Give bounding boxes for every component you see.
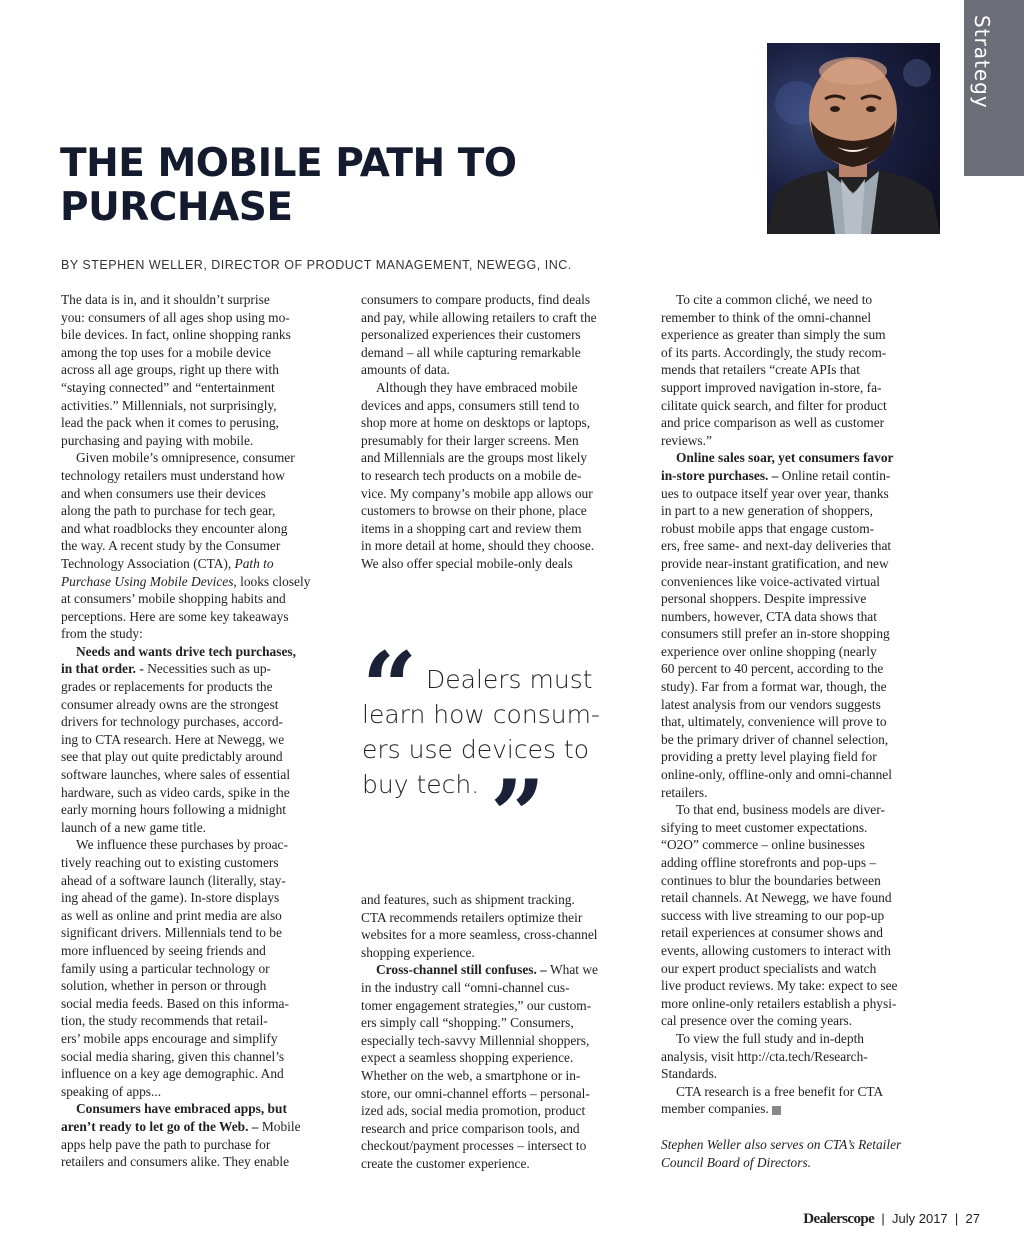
column-2-top [361,291,597,573]
paragraph-line: that, ultimately, convenience will prove to [661,714,887,730]
paragraph-line: events, allowing customers to interact with [661,942,891,958]
subhead-needs-wants: Needs and wants drive tech purchases, [76,643,296,659]
paragraph-line: We influence these purchases by proac- [76,837,288,853]
paragraph-line: CTA recommends retailers optimize their [361,909,583,925]
paragraph-line: analysis, visit http://cta.tech/Research- [661,1048,868,1064]
magazine-logo: Dealerscope [803,1211,875,1227]
paragraph-line: devices and apps, consumers still tend to [361,397,580,413]
paragraph-line: from the study: [61,626,143,642]
paragraph-line: live product reviews. My take: expect to see [661,978,898,994]
paragraph-line: especially tech-savvy Millennial shoppers, [361,1032,590,1048]
paragraph-line: ized ads, social media promotion, product [361,1103,586,1119]
page-number: 27 [965,1211,980,1226]
paragraph-line: What we [549,962,598,978]
paragraph-line: experience as greater than simply the sum [661,327,886,343]
paragraph-line: family using a particular technology or [61,960,270,976]
paragraph-line: tomer engagement strategies,” our custom- [361,997,592,1013]
end-mark-icon [772,1106,781,1115]
paragraph-line: the way. A recent study by the Consumer [61,538,281,554]
paragraph-line: provide near-instant gratification, and new [661,555,889,571]
paragraph-line: tively reaching out to existing customers [61,855,279,870]
author-note-line: Stephen Weller also serves on CTA’s Retailer [661,1137,902,1152]
paragraph-line: success with live streaming to our pop-up [661,907,885,923]
paragraph-line: bile devices. In fact, online shopping ranks [61,327,291,343]
paragraph-line: demand – all while capturing remarkable [361,344,581,360]
paragraph-line: as well as online and print media are also [61,907,282,923]
paragraph-line: adding offline storefronts and pop-ups – [661,855,877,870]
paragraph-line: continues to blur the boundaries between [661,872,881,888]
paragraph-line: “staying connected” and “entertainment [61,379,275,395]
open-quote-mark: “ [362,631,418,744]
paragraph-line: technology retailers must understand how [61,467,285,483]
paragraph-line: across all age groups, right up there with [61,362,279,378]
paragraph-line: presumably for their larger screens. Men [361,432,579,448]
paragraph-line: reviews.” [661,432,712,448]
paragraph-line: to research tech products on a mobile de- [361,467,582,483]
paragraph-line: along the path to purchase for tech gear, [61,503,276,519]
paragraph-line: member companies. [661,1101,769,1117]
subhead-apps-web: aren’t ready to let go of the Web. – [61,1118,259,1134]
paragraph-line: speaking of apps... [61,1083,162,1099]
study-title-italic: Path to [234,555,274,571]
paragraph-line: lead the pack when it comes to perusing, [61,415,279,431]
paragraph-line: 60 percent to 40 percent, according to the [661,661,884,677]
column-2-bottom [361,891,598,1173]
subhead-online-sales: Online sales soar, yet consumers favor [676,450,894,466]
paragraph-line: you: consumers of all ages shop using mo- [61,309,290,325]
paragraph-line: and Millennials are the groups most likely [361,450,588,466]
article-title [60,142,700,230]
paragraph-line: among the top uses for a mobile device [61,344,272,360]
column-1 [61,291,310,1171]
paragraph-line: retailers. [661,784,708,800]
paragraph-line: significant drivers. Millennials tend to be [61,925,282,941]
paragraph-line: in the industry call “omni-channel cus- [361,979,570,995]
paragraph-line: tion, the study recommends that retail- [61,1013,268,1029]
paragraph-line: experience over online shopping (nearly [661,643,877,659]
paragraph-line: CTA research is a free benefit for CTA [676,1083,884,1099]
paragraph-line: cilitate quick search, and filter for product [661,397,887,413]
paragraph-line: in part to a new generation of shoppers, [661,503,873,519]
footer-separator: | [954,1211,959,1226]
paragraph-line: purchasing and paying with mobile. [61,432,254,448]
paragraph-line: remember to think of the omni-channel [661,309,872,325]
footer-separator: | [881,1211,885,1226]
paragraph-line: grades or replacements for products the [61,679,273,695]
paragraph-line: perceptions. Here are some key takeaways [61,608,289,624]
pull-quote-line: learn how consum- [362,700,600,729]
study-title-italic: Purchase Using Mobile Devices [61,573,234,589]
paragraph-line: early morning hours following a midnight [61,802,287,818]
author-portrait-illustration [767,43,940,234]
paragraph-line: consumers to compare products, find deals [361,292,591,307]
paragraph-line: mends that retailers “create APIs that [661,362,860,378]
paragraph-line: personalized experiences their customers [361,327,581,343]
paragraph-line: of its parts. Accordingly, the study recom- [661,344,887,360]
pull-quote-text [362,662,600,802]
paragraph-line: store, our omni-channel efforts – personal- [361,1085,590,1101]
pull-quote-line: Dealers must [426,665,593,694]
paragraph-line: ahead of a software launch (literally, stay- [61,872,286,888]
section-tab-label: Strategy [970,15,994,109]
paragraph-line: social media sharing, given this channel’s [61,1048,285,1064]
byline: BY STEPHEN WELLER, DIRECTOR OF PRODUCT MANAGEMENT, NEWEGG, INC. [61,258,572,272]
paragraph-line: We also offer special mobile-only deals [361,555,573,571]
paragraph-line: Necessities such as up- [147,661,272,677]
paragraph-line: Online retail contin- [781,467,891,483]
paragraph-line: retail channels. At Newegg, we have found [661,890,892,906]
subhead-apps-web: Consumers have embraced apps, but [76,1101,287,1117]
paragraph-line: cal presence over the coming years. [661,1013,853,1029]
paragraph-line: Although they have embraced mobile [376,379,578,395]
paragraph-line: ing ahead of the game). In-store displays [61,890,280,906]
paragraph-line: apps help pave the path to purchase for [61,1136,271,1152]
column-3 [661,291,898,1118]
paragraph-line: The data is in, and it shouldn’t surprise [61,292,270,307]
paragraph-line: ers, free same- and next-day deliveries that [661,538,892,554]
subhead-needs-wants: in that order. - [61,661,144,677]
paragraph-line: online-only, offline-only and omni-channel [661,767,892,783]
paragraph-line: in more detail at home, should they choose. [361,538,595,554]
paragraph-line: expect a seamless shopping experience. [361,1050,574,1066]
paragraph-line: social media feeds. Based on this informa- [61,995,289,1011]
paragraph-line: create the customer experience. [361,1155,530,1171]
paragraph-line: ers simply call “shopping.” Consumers, [361,1015,574,1031]
paragraph-line: robust mobile apps that engage custom- [661,520,875,536]
paragraph-line: items in a shopping cart and review them [361,520,582,536]
paragraph-line: influence on a key age demographic. And [61,1066,284,1082]
author-photo [767,43,940,234]
paragraph-line: and when consumers use their devices [61,485,266,501]
paragraph-line: vice. My company’s mobile app allows our [361,485,593,501]
paragraph-line: retail experiences at consumer shows and [661,925,883,941]
paragraph-line: providing a pretty level playing field for [661,749,877,765]
paragraph-line: be the primary driver of channel selection, [661,731,889,747]
paragraph-line: drivers for technology purchases, accord- [61,714,283,730]
pull-quote-line: ers use devices to [362,735,590,764]
paragraph-line: and features, such as shipment tracking. [361,892,575,907]
paragraph-line: amounts of data. [361,362,450,378]
paragraph-line: activities.” Millennials, not surprisingly, [61,397,277,413]
author-note-line: Council Board of Directors. [661,1154,812,1170]
paragraph-line: software launches, where sales of essential [61,767,291,783]
paragraph-line: more influenced by seeing friends and [61,942,266,958]
paragraph-line: latest analysis from our vendors suggests [661,696,881,712]
paragraph-line: Mobile [261,1118,301,1134]
paragraph-line: To view the full study and in-depth [676,1030,864,1046]
paragraph-line: conveniences like voice-activated virtual [661,573,880,589]
paragraph-line: Standards. [661,1066,718,1082]
paragraph-line: ing to CTA research. Here at Newegg, we [61,731,285,747]
paragraph-line: To cite a common cliché, we need to [676,292,873,307]
pull-quote [362,631,642,872]
paragraph-line: personal shoppers. Despite impressive [661,591,867,607]
paragraph-line: and price comparison as well as customer [661,415,885,431]
paragraph-line: study). Far from a format war, though, the [661,679,887,695]
pull-quote-line: buy tech. [362,770,480,799]
paragraph-line: To that end, business models are diver- [676,802,885,818]
paragraph-line: support improved navigation in-store, fa- [661,379,882,395]
paragraph-line: Given mobile’s omnipresence, consumer [76,450,295,466]
paragraph-line: more online-only retailers establish a physi- [661,995,897,1011]
paragraph-line: hardware, such as video cards, spike in the [61,784,290,800]
paragraph-line: numbers, however, CTA data shows that [661,608,877,624]
issue-date: July 2017 [892,1211,948,1226]
paragraph-line: consumers still prefer an in-store shopping [661,626,890,642]
paragraph-line: our expert product specialists and watch [661,960,877,976]
page-footer [803,1211,980,1228]
paragraph-line: shop more at home on desktops or laptops, [361,415,591,431]
paragraph-line: and what roadblocks they encounter along [61,520,288,536]
paragraph-line: shopping experience. [361,944,475,960]
paragraph-line: customers to browse on their phone, place [361,503,587,519]
paragraph-line: , looks closely [233,573,311,589]
paragraph-line: websites for a more seamless, cross-channel [361,927,598,943]
article-title-line-2: PURCHASE [60,185,293,230]
paragraph-line: and pay, while allowing retailers to craft the [361,309,597,325]
article-title-line-1: THE MOBILE PATH TO [60,141,517,186]
subhead-cross-channel: Cross-channel still confuses. – [376,962,547,978]
paragraph-line: retailers and consumers alike. They enable [61,1154,290,1170]
paragraph-line: ues to outpace itself year over year, thanks [661,485,889,501]
paragraph-line: sifying to meet customer expectations. [661,819,868,835]
section-tab [964,0,1024,176]
paragraph-line: Whether on the web, a smartphone or in- [361,1067,581,1083]
paragraph-line: see that play out quite predictably around [61,749,283,765]
paragraph-line: solution, whether in person or through [61,978,267,994]
paragraph-line: at consumers’ mobile shopping habits and [61,591,286,607]
paragraph-line: launch of a new game title. [61,819,207,835]
paragraph-line: Technology Association (CTA), [61,555,232,571]
paragraph-line: research and price comparison tools, and [361,1120,580,1136]
paragraph-line: checkout/payment processes – intersect to [361,1138,587,1154]
paragraph-line: consumer already owns are the strongest [61,696,279,712]
subhead-online-sales: in-store purchases. – [661,467,779,483]
close-quote-mark: ” [490,759,546,872]
paragraph-line: “O2O” commerce – online businesses [661,837,865,853]
author-note [661,1136,901,1171]
paragraph-line: ers’ mobile apps encourage and simplify [61,1030,278,1046]
